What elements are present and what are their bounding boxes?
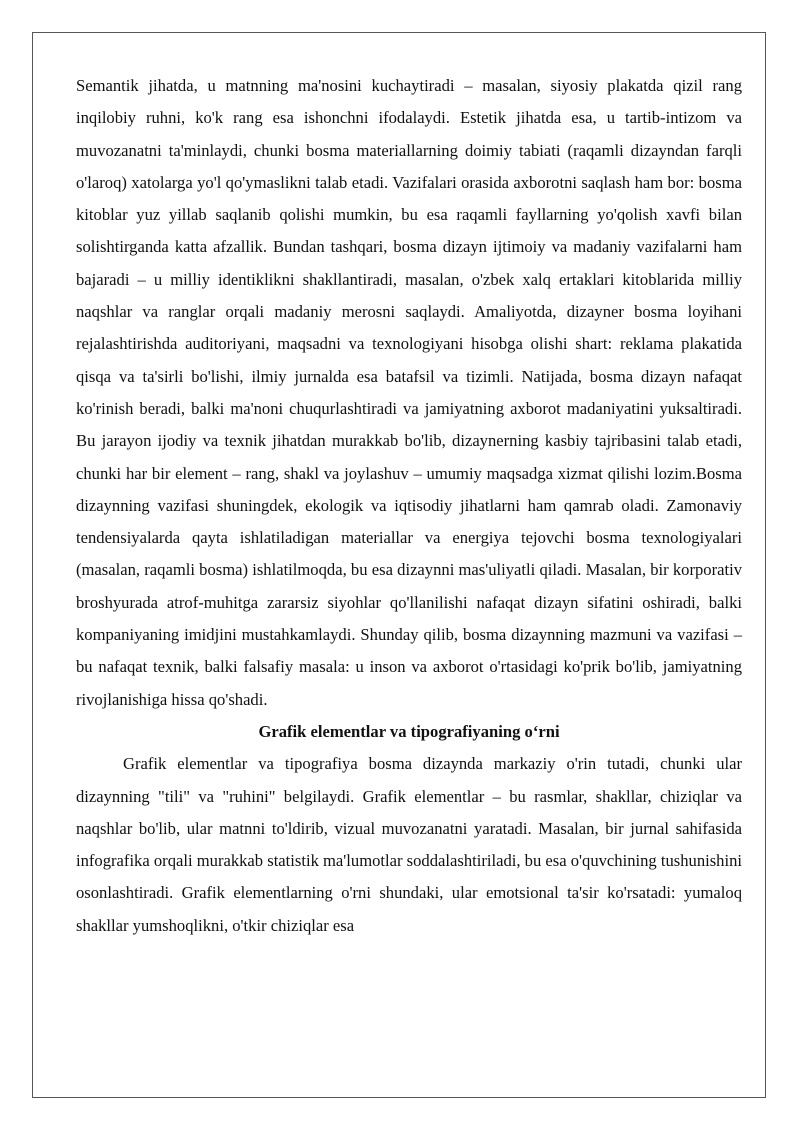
document-body (76, 70, 742, 942)
body-paragraph: Grafik elementlar va tipografiya bosma dizaynda markaziy o'rin tutadi, chunki ular dizaynning "tili" va "ruhini" belgilaydi. Grafik elementlar – bu rasmlar, shakllar, chiziqlar va naqshlar bo'lib, ular matnni to'ldirib, vizual muvozanatni yaratadi. Masalan, bir jurnal sahifasida infografika orqali murakkab statistik ma'lumotlar soddalashtiriladi, bu esa o'quvchining tushunishini osonlashtiradi. Grafik elementlarning o'rni shundaki, ular emotsional ta'sir ko'rsatadi: yumaloq shakllar yumshoqlikni, o'tkir chiziqlar esa (76, 754, 742, 935)
body-paragraph: Semantik jihatda, u matnning ma'nosini kuchaytiradi – masalan, siyosiy plakatda qizil rang inqilobiy ruhni, ko'k rang esa ishonchni ifodalaydi. Estetik jihatda esa, u tartib-intizom va muvozanatni ta'minlaydi, chunki bosma materiallarning doimiy tabiati (raqamli dizayndan farqli o'laroq) xatolarga yo'l qo'ymaslikni talab etadi. Vazifalari orasida axborotni saqlash ham bor: bosma kitoblar yuz yillab saqlanib qolishi mumkin, bu esa raqamli fayllarning yo'qolish xavfi bilan solishtirganda katta afzallik. Bundan tashqari, bosma dizayn ijtimoiy va madaniy vazifalarni ham bajaradi – u milliy identiklikni shakllantiradi, masalan, o'zbek xalq ertaklari kitoblarida milliy naqshlar va ranglar orqali madaniy merosni saqlaydi. Amaliyotda, dizayner bosma loyihani rejalashtirishda auditoriyani, maqsadni va texnologiyani hisobga olishi shart: reklama plakatida qisqa va ta'sirli bo'lishi, ilmiy jurnalda esa batafsil va tizimli. Natijada, bosma dizayn nafaqat ko'rinish beradi, balki ma'noni chuqurlashtiradi va jamiyatning axborot madaniyatini yuksaltiradi. Bu jarayon ijodiy va texnik jihatdan murakkab bo'lib, dizaynerning kasbiy tajribasini talab etadi, chunki har bir element – rang, shakl va joylashuv – umumiy maqsadga xizmat qilishi lozim.Bosma dizaynning vazifasi shuningdek, ekologik va iqtisodiy jihatlarni ham qamrab oladi. Zamonaviy tendensiyalarda qayta ishlatiladigan materiallar va energiya tejovchi bosma texnologiyalari (masalan, raqamli bosma) ishlatilmoqda, bu esa dizaynni mas'uliyatli qiladi. Masalan, bir korporativ broshyurada atrof-muhitga zararsiz siyohlar qo'llanilishi nafaqat dizayn sifatini oshiradi, balki kompaniyaning imidjini mustahkamlaydi. Shunday qilib, bosma dizaynning mazmuni va vazifasi – bu nafaqat texnik, balki falsafiy masala: u inson va axborot o'rtasidagi ko'prik bo'lib, jamiyatning rivojlanishiga hissa qo'shadi. (76, 76, 742, 709)
section-heading: Grafik elementlar va tipografiyaning o‘rni (258, 721, 560, 741)
